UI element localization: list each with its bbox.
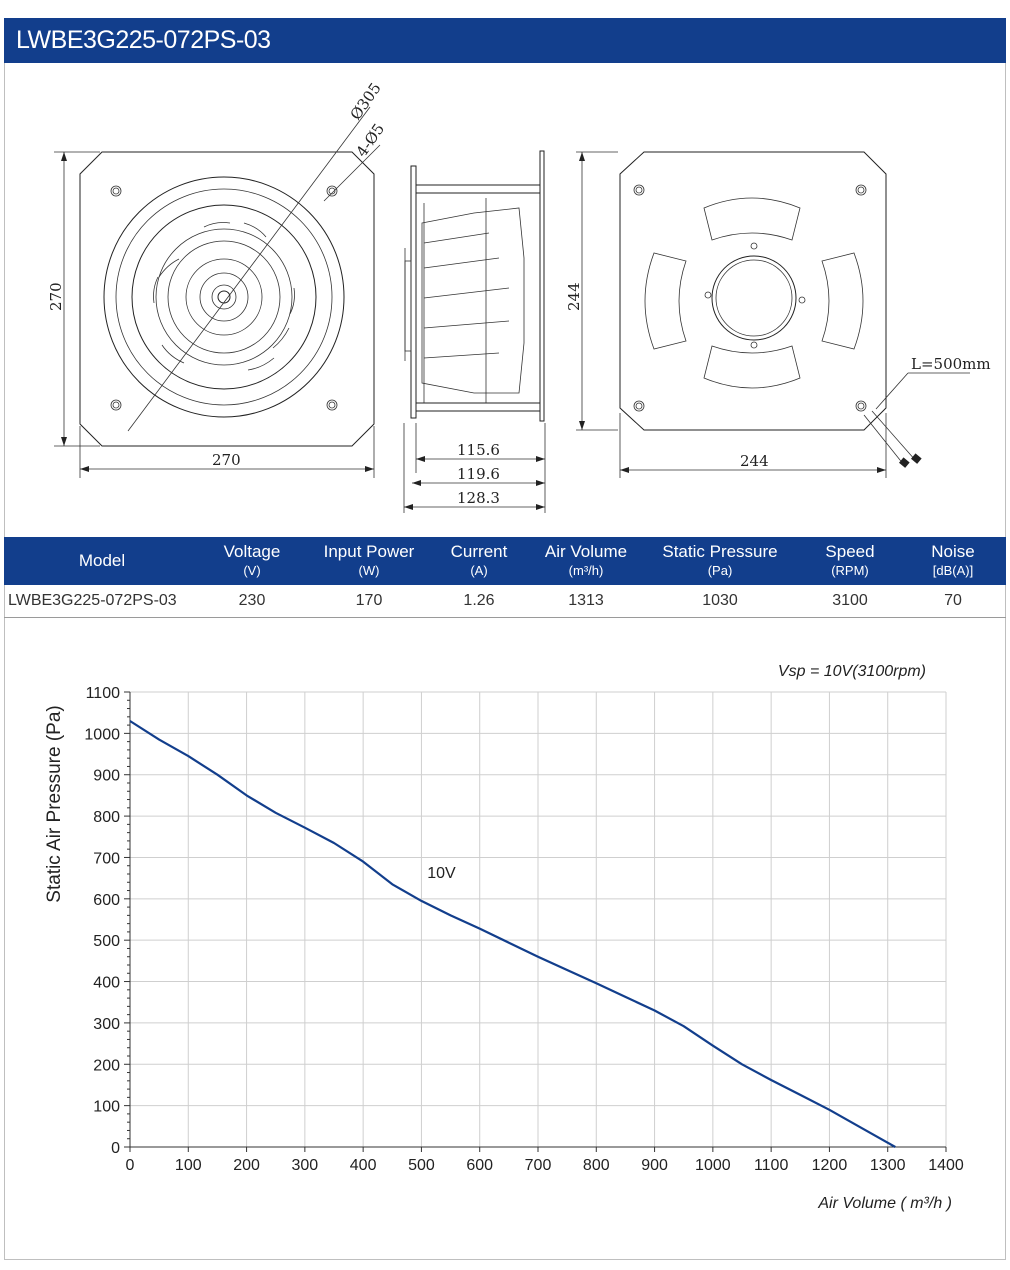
cell-speed: 3100 xyxy=(832,592,868,609)
chart-title: Vsp = 10V(3100rpm) xyxy=(777,663,926,680)
x-tick-label: 200 xyxy=(233,1157,260,1174)
cell-current: 1.26 xyxy=(463,592,495,609)
x-tick-label: 400 xyxy=(349,1157,377,1174)
y-tick-label: 800 xyxy=(93,809,120,827)
y-tick-label: 400 xyxy=(93,974,120,992)
x-tick-label: 300 xyxy=(291,1157,319,1174)
cable-length-label: L=500mm xyxy=(911,355,991,373)
col-input-power: Input Power (W) xyxy=(323,542,415,578)
cell-model: LWBE3G225-072PS-03 xyxy=(8,592,177,609)
cell-air-volume: 1313 xyxy=(568,592,604,609)
y-tick-label: 0 xyxy=(111,1140,120,1157)
back-height-label: 244 xyxy=(565,282,583,311)
x-tick-label: 1000 xyxy=(695,1157,731,1174)
col-noise: Noise [dB(A)] xyxy=(931,542,975,578)
series-line-10v xyxy=(130,721,895,1147)
diameter-label: Ø305 xyxy=(346,79,385,124)
col-current: Current (A) xyxy=(450,542,508,578)
cell-noise: 70 xyxy=(944,592,962,609)
y-tick-label: 1100 xyxy=(85,685,120,702)
side-dim-2: 119.6 xyxy=(457,465,500,483)
x-axis-label: Air Volume ( m³/h ) xyxy=(818,1195,952,1212)
dimension-drawings xyxy=(4,63,1006,537)
cell-voltage: 230 xyxy=(238,592,266,609)
front-width-label: 270 xyxy=(212,451,241,469)
x-tick-label: 600 xyxy=(466,1157,494,1174)
x-tick-label: 700 xyxy=(524,1157,552,1174)
chart-series xyxy=(130,721,895,1147)
front-height-label: 270 xyxy=(47,282,65,311)
performance-chart xyxy=(4,618,1006,1258)
col-static-pressure: Static Pressure (Pa) xyxy=(662,542,778,578)
side-view-drawing xyxy=(404,151,545,513)
x-tick-label: 500 xyxy=(408,1157,435,1174)
page-title: LWBE3G225-072PS-03 xyxy=(4,18,1006,63)
x-tick-label: 0 xyxy=(125,1157,135,1174)
y-tick-label: 500 xyxy=(93,933,120,951)
x-tick-label: 1200 xyxy=(811,1157,848,1174)
x-tick-label: 100 xyxy=(174,1157,202,1174)
y-tick-label: 1000 xyxy=(84,726,120,744)
col-model: Model xyxy=(78,551,126,570)
chart-ticks xyxy=(84,685,963,1174)
x-tick-label: 900 xyxy=(641,1157,668,1174)
side-dim-3: 128.3 xyxy=(457,489,500,507)
y-tick-label: 600 xyxy=(93,891,120,909)
y-axis-label: Static Air Pressure (Pa) xyxy=(44,705,65,903)
x-tick-label: 1400 xyxy=(928,1157,964,1174)
cell-input-power: 170 xyxy=(355,592,383,609)
y-tick-label: 100 xyxy=(93,1098,120,1116)
chart-grid xyxy=(130,692,946,1147)
back-width-label: 244 xyxy=(740,452,769,470)
back-view-drawing xyxy=(565,152,991,478)
chart-svg xyxy=(4,618,1006,1258)
x-tick-label: 1100 xyxy=(753,1157,789,1174)
y-tick-label: 700 xyxy=(93,850,120,868)
x-tick-label: 1300 xyxy=(869,1157,906,1174)
cell-static-pressure: 1030 xyxy=(702,592,738,609)
y-tick-label: 200 xyxy=(93,1057,120,1075)
x-tick-label: 800 xyxy=(582,1157,610,1174)
y-tick-label: 900 xyxy=(93,767,120,785)
col-air-volume: Air Volume (m³/h) xyxy=(544,542,628,578)
table-row xyxy=(4,585,1006,618)
holes-label: 4-Ø5 xyxy=(352,120,389,161)
side-dim-1: 115.6 xyxy=(457,441,500,459)
y-tick-label: 300 xyxy=(93,1015,120,1033)
front-view-drawing xyxy=(47,79,388,478)
col-speed: Speed (RPM) xyxy=(825,542,875,578)
col-voltage: Voltage (V) xyxy=(223,542,281,578)
series-label-10v: 10V xyxy=(427,865,456,883)
spec-table-header xyxy=(4,537,1006,585)
